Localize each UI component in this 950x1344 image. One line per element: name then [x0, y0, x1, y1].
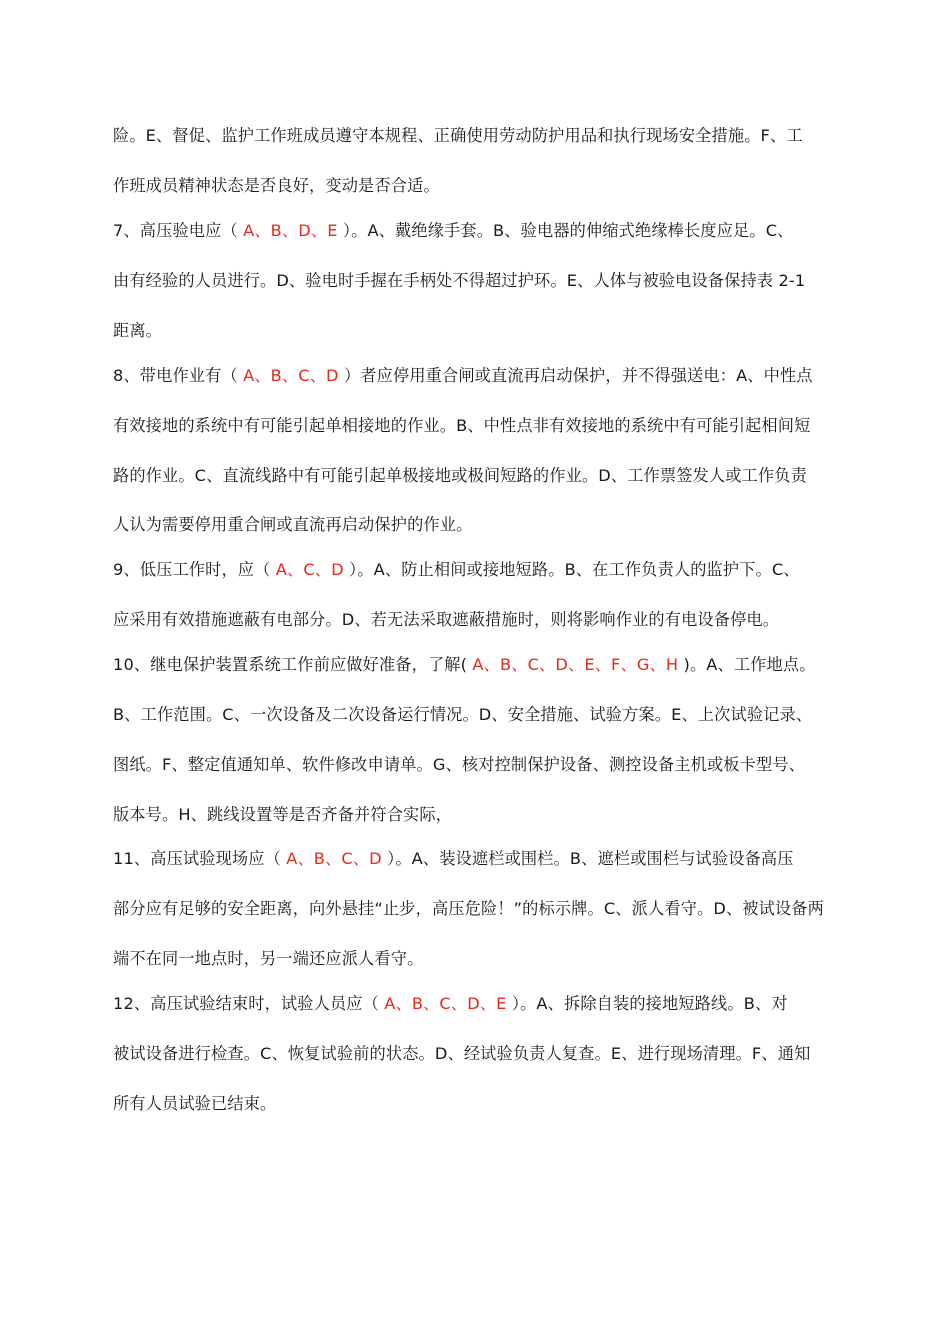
text-line: 部分应有足够的安全距离，向外悬挂“止步，高压危险！”的标示牌。C、派人看守。D、被试设备两 [113, 899, 824, 918]
text-line: B、工作范围。C、一次设备及二次设备运行情况。D、安全措施、试验方案。E、上次试验记录、 [113, 705, 813, 724]
answer-10: A、B、C、D、E、F、G、H [472, 655, 679, 674]
text-line: 距离。 [113, 321, 163, 340]
text-line: 被试设备进行检查。C、恢复试验前的状态。D、经试验负责人复查。E、进行现场清理。F、通知 [113, 1044, 811, 1063]
question-11-line: 11、高压试验现场应（ A、B、C、D ）。A、装设遮栏或围栏。B、遮栏或围栏与试验设备高压 [113, 849, 794, 868]
text-line: 险。E、督促、监护工作班成员遵守本规程、正确使用劳动防护用品和执行现场安全措施。F、工 [113, 126, 803, 145]
text-line: 版本号。H、跳线设置等是否齐备并符合实际， [113, 805, 453, 824]
answer-11: A、B、C、D [286, 849, 382, 868]
answer-12: A、B、C、D、E [384, 994, 507, 1013]
question-9-line: 9、低压工作时，应（ A、C、D ）。A、防止相间或接地短路。B、在工作负责人的监护下。C、 [113, 560, 800, 579]
answer-7: A、B、D、E [243, 221, 338, 240]
answer-9: A、C、D [275, 560, 344, 579]
text-line: 所有人员试验已结束。 [113, 1094, 277, 1113]
text-line: 端不在同一地点时，另一端还应派人看守。 [113, 949, 424, 968]
text-line: 图纸。F、整定值通知单、软件修改申请单。G、核对控制保护设备、测控设备主机或板卡型号、 [113, 755, 805, 774]
text-line: 人认为需要停用重合闸或直流再启动保护的作业。 [113, 515, 473, 534]
text-line: 由有经验的人员进行。D、验电时手握在手柄处不得超过护环。E、人体与被验电设备保持表 2-1 [113, 271, 806, 290]
question-10-line: 10、继电保护装置系统工作前应做好准备，了解( A、B、C、D、E、F、G、H )。A、工作地点。 [113, 655, 816, 674]
question-8-line: 8、带电作业有（ A、B、C、D ）者应停用重合闸或直流再启动保护，并不得强送电：A、中性点 [113, 366, 813, 385]
text-line: 路的作业。C、直流线路中有可能引起单极接地或极间短路的作业。D、工作票签发人或工作负责 [113, 466, 807, 485]
question-12-line: 12、高压试验结束时，试验人员应（ A、B、C、D、E ）。A、拆除自装的接地短路线。B、对 [113, 994, 788, 1013]
question-7-line: 7、高压验电应（ A、B、D、E ）。A、戴绝缘手套。B、验电器的伸缩式绝缘棒长度应足。C、 [113, 221, 794, 240]
text-line: 有效接地的系统中有可能引起单相接地的作业。B、中性点非有效接地的系统中有可能引起相间短 [113, 416, 811, 435]
answer-8: A、B、C、D [243, 366, 339, 385]
text-line: 作班成员精神状态是否良好，变动是否合适。 [113, 176, 440, 195]
text-line: 应采用有效措施遮蔽有电部分。D、若无法采取遮蔽措施时，则将影响作业的有电设备停电。 [113, 610, 780, 629]
